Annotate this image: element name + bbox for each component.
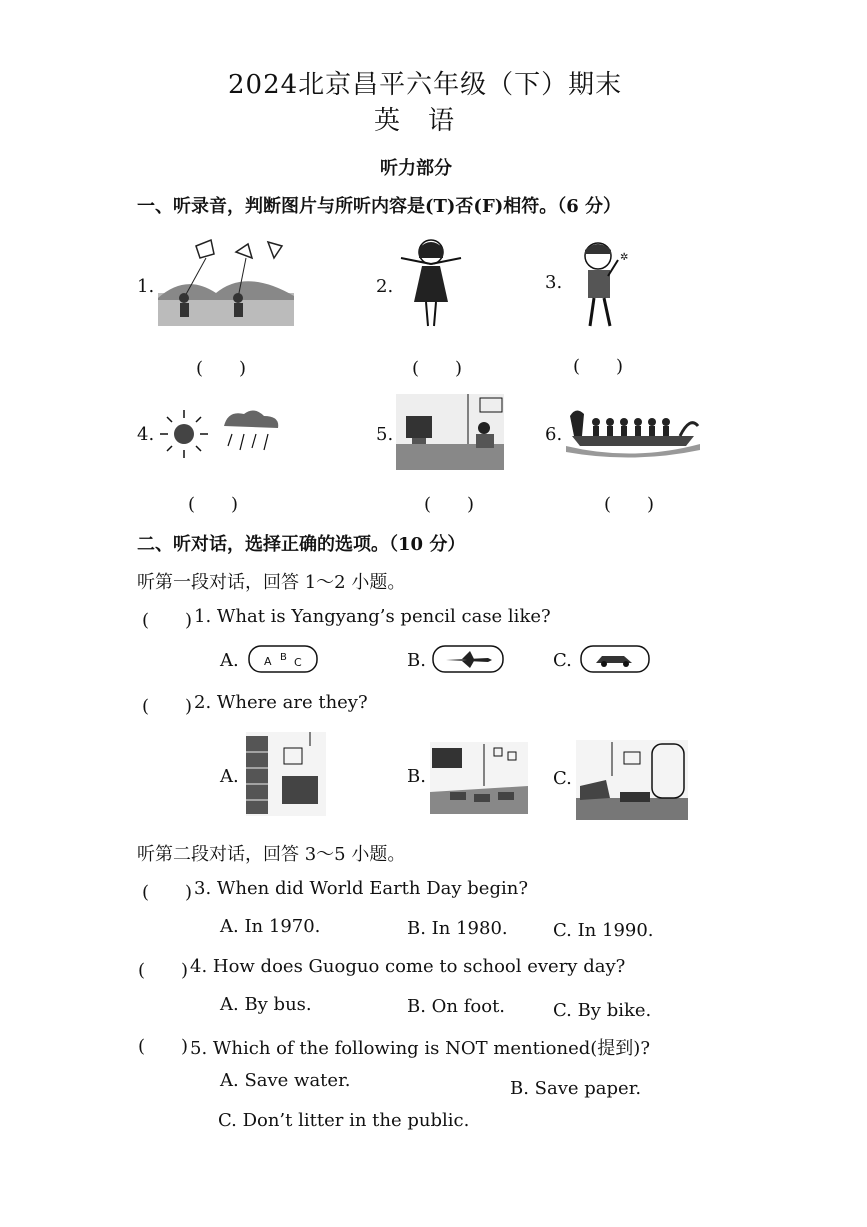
dragon-boat-picture-icon <box>566 402 700 458</box>
q1-text: 1. What is Yangyang’s pencil case like? <box>194 606 551 627</box>
q3-text: 3. When did World Earth Day begin? <box>194 878 528 899</box>
svg-text:✲: ✲ <box>620 252 629 263</box>
living-room-picture-icon <box>576 740 688 820</box>
q2-blank[interactable]: ( ) <box>142 696 193 717</box>
item-4-number: 4. <box>137 424 155 445</box>
classroom-picture-icon <box>430 742 528 814</box>
boy-sneezing-picture-icon <box>568 240 638 330</box>
dialog1-intro: 听第一段对话，回答 1～2 小题。 <box>137 572 406 593</box>
plane-pencil-case-icon <box>432 645 504 673</box>
q4-option-a[interactable]: A. By bus. <box>220 994 312 1015</box>
item-6-number: 6. <box>545 424 563 445</box>
q4-blank[interactable]: ( ) <box>138 960 189 981</box>
item-2-number: 2. <box>376 276 394 297</box>
q5-blank[interactable]: ( ) <box>138 1036 189 1057</box>
item-6-blank[interactable]: ( ) <box>604 494 655 515</box>
q3-blank[interactable]: ( ) <box>142 882 193 903</box>
sun-rain-picture-icon <box>156 406 286 466</box>
item-3-blank[interactable]: ( ) <box>573 356 624 377</box>
item-1-blank[interactable]: ( ) <box>196 358 247 379</box>
q3-option-a[interactable]: A. In 1970. <box>220 916 321 937</box>
watching-tv-picture-icon <box>396 394 504 470</box>
item-5-number: 5. <box>376 424 394 445</box>
part1-heading: 一、听录音，判断图片与所听内容是(T)否(F)相符。（6 分） <box>137 196 622 217</box>
page-title: 2024北京昌平六年级（下）期末 <box>228 70 623 100</box>
girl-picture-icon <box>396 236 466 331</box>
q2-text: 2. Where are they? <box>194 692 368 713</box>
svg-text:A: A <box>264 655 272 668</box>
svg-text:C: C <box>294 656 302 669</box>
q5-option-c[interactable]: C. Don’t litter in the public. <box>218 1110 470 1131</box>
item-5-blank[interactable]: ( ) <box>424 494 475 515</box>
q3-option-b[interactable]: B. In 1980. <box>407 918 508 939</box>
q2-option-b-label: B. <box>407 766 426 787</box>
section-label: 听力部分 <box>380 158 452 179</box>
svg-text:B: B <box>280 652 287 663</box>
q1-option-b-label: B. <box>407 650 426 671</box>
subject-title: 英 语 <box>374 106 456 136</box>
q5-text: 5. Which of the following is NOT mentioned(提到)? <box>190 1038 650 1059</box>
q5-option-a[interactable]: A. Save water. <box>220 1070 351 1091</box>
car-pencil-case-icon <box>580 645 650 673</box>
q4-text: 4. How does Guoguo come to school every day? <box>190 956 626 977</box>
dialog2-intro: 听第二段对话，回答 3～5 小题。 <box>137 844 406 865</box>
item-3-number: 3. <box>545 272 563 293</box>
q5-option-b[interactable]: B. Save paper. <box>510 1078 642 1099</box>
item-2-blank[interactable]: ( ) <box>412 358 463 379</box>
q1-option-c-label: C. <box>553 650 572 671</box>
library-picture-icon <box>246 732 326 816</box>
q1-option-a-label: A. <box>220 650 239 671</box>
q2-option-a-label: A. <box>220 766 239 787</box>
item-4-blank[interactable]: ( ) <box>188 494 239 515</box>
q3-option-c[interactable]: C. In 1990. <box>553 920 654 941</box>
q2-option-c-label: C. <box>553 768 572 789</box>
part2-heading: 二、听对话，选择正确的选项。（10 分） <box>137 534 466 555</box>
q1-blank[interactable]: ( ) <box>142 610 193 631</box>
q4-option-b[interactable]: B. On foot. <box>407 996 506 1017</box>
q4-option-c[interactable]: C. By bike. <box>553 1000 652 1021</box>
abc-pencil-case-icon <box>248 645 318 673</box>
item-1-number: 1. <box>137 276 155 297</box>
kite-flying-picture-icon <box>156 238 296 328</box>
